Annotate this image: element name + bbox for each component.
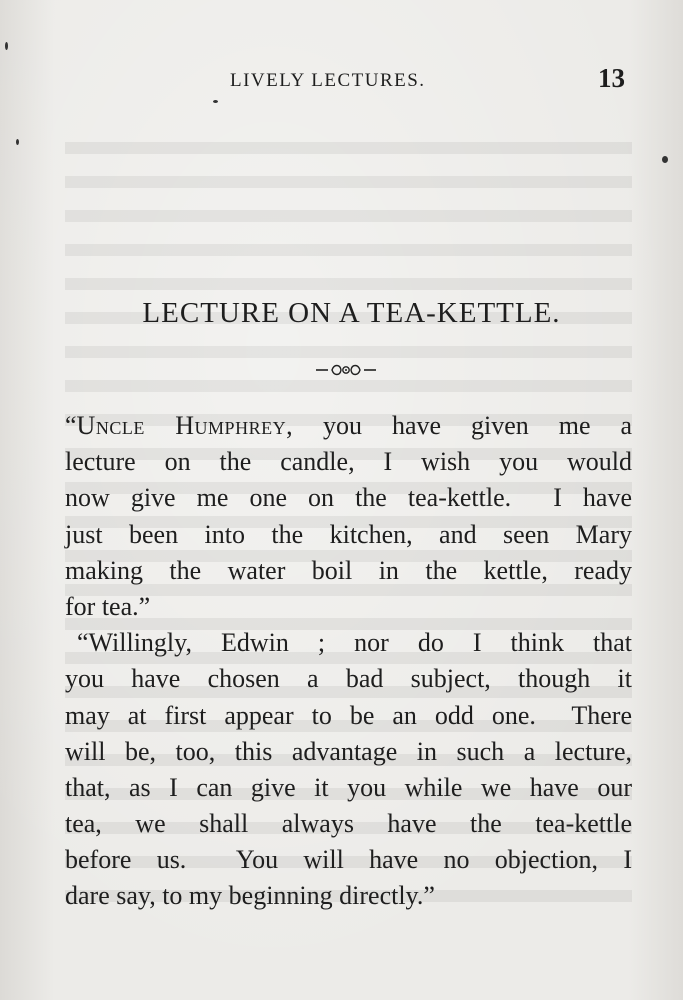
text-line: [65, 408, 632, 444]
paragraph: [65, 408, 632, 625]
lecture-title: LECTURE ON A TEA-KETTLE.: [142, 297, 561, 329]
text-line: [65, 878, 632, 914]
line-text: you have chosen a bad subject, though it: [65, 664, 632, 694]
ink-speck: [5, 42, 8, 50]
line-text: making the water boil in the kettle, ready: [65, 555, 632, 585]
line-text: may at first appear to be an odd one. There: [65, 700, 632, 730]
text-line: [65, 734, 632, 770]
text-line: [65, 553, 632, 589]
text-line: [65, 806, 632, 842]
running-head: LIVELY LECTURES.: [230, 70, 426, 91]
body-text: [65, 408, 632, 915]
text-line: [65, 589, 632, 625]
small-caps-name: Uncle Humphrey,: [76, 411, 294, 440]
text-line: [65, 770, 632, 806]
text-line: [65, 444, 632, 480]
line-text: tea, we shall always have the tea-kettle: [65, 809, 632, 839]
line-text: you have given me a: [293, 411, 633, 440]
text-line: [65, 698, 632, 734]
ink-speck: [16, 139, 19, 145]
text-line: [65, 480, 632, 516]
line-text: dare say, to my beginning directly.”: [65, 881, 435, 911]
text-line: [65, 661, 632, 697]
ink-speck: [662, 156, 668, 163]
line-text: will be, too, this advantage in such a lecture,: [65, 736, 632, 766]
line-text: lecture on the candle, I wish you would: [65, 447, 632, 477]
ink-speck: [213, 100, 218, 103]
line-text: before us. You will have no objection, I: [65, 845, 632, 875]
line-text: now give me one on the tea-kettle. I have: [65, 483, 632, 513]
ornament-flourish-icon: [314, 362, 378, 378]
text-line: [65, 517, 632, 553]
text-line: [65, 625, 632, 661]
quote-mark: “: [65, 411, 77, 440]
line-text: “Willingly, Edwin ; nor do I think that: [77, 628, 632, 658]
line-text: just been into the kitchen, and seen Mary: [65, 519, 632, 549]
line-text: that, as I can give it you while we have our: [65, 772, 632, 802]
text-line: [65, 842, 632, 878]
ornament: [0, 362, 683, 378]
page-number: 13: [598, 63, 625, 93]
paragraph: [65, 625, 632, 915]
line-text: for tea.”: [65, 591, 151, 621]
